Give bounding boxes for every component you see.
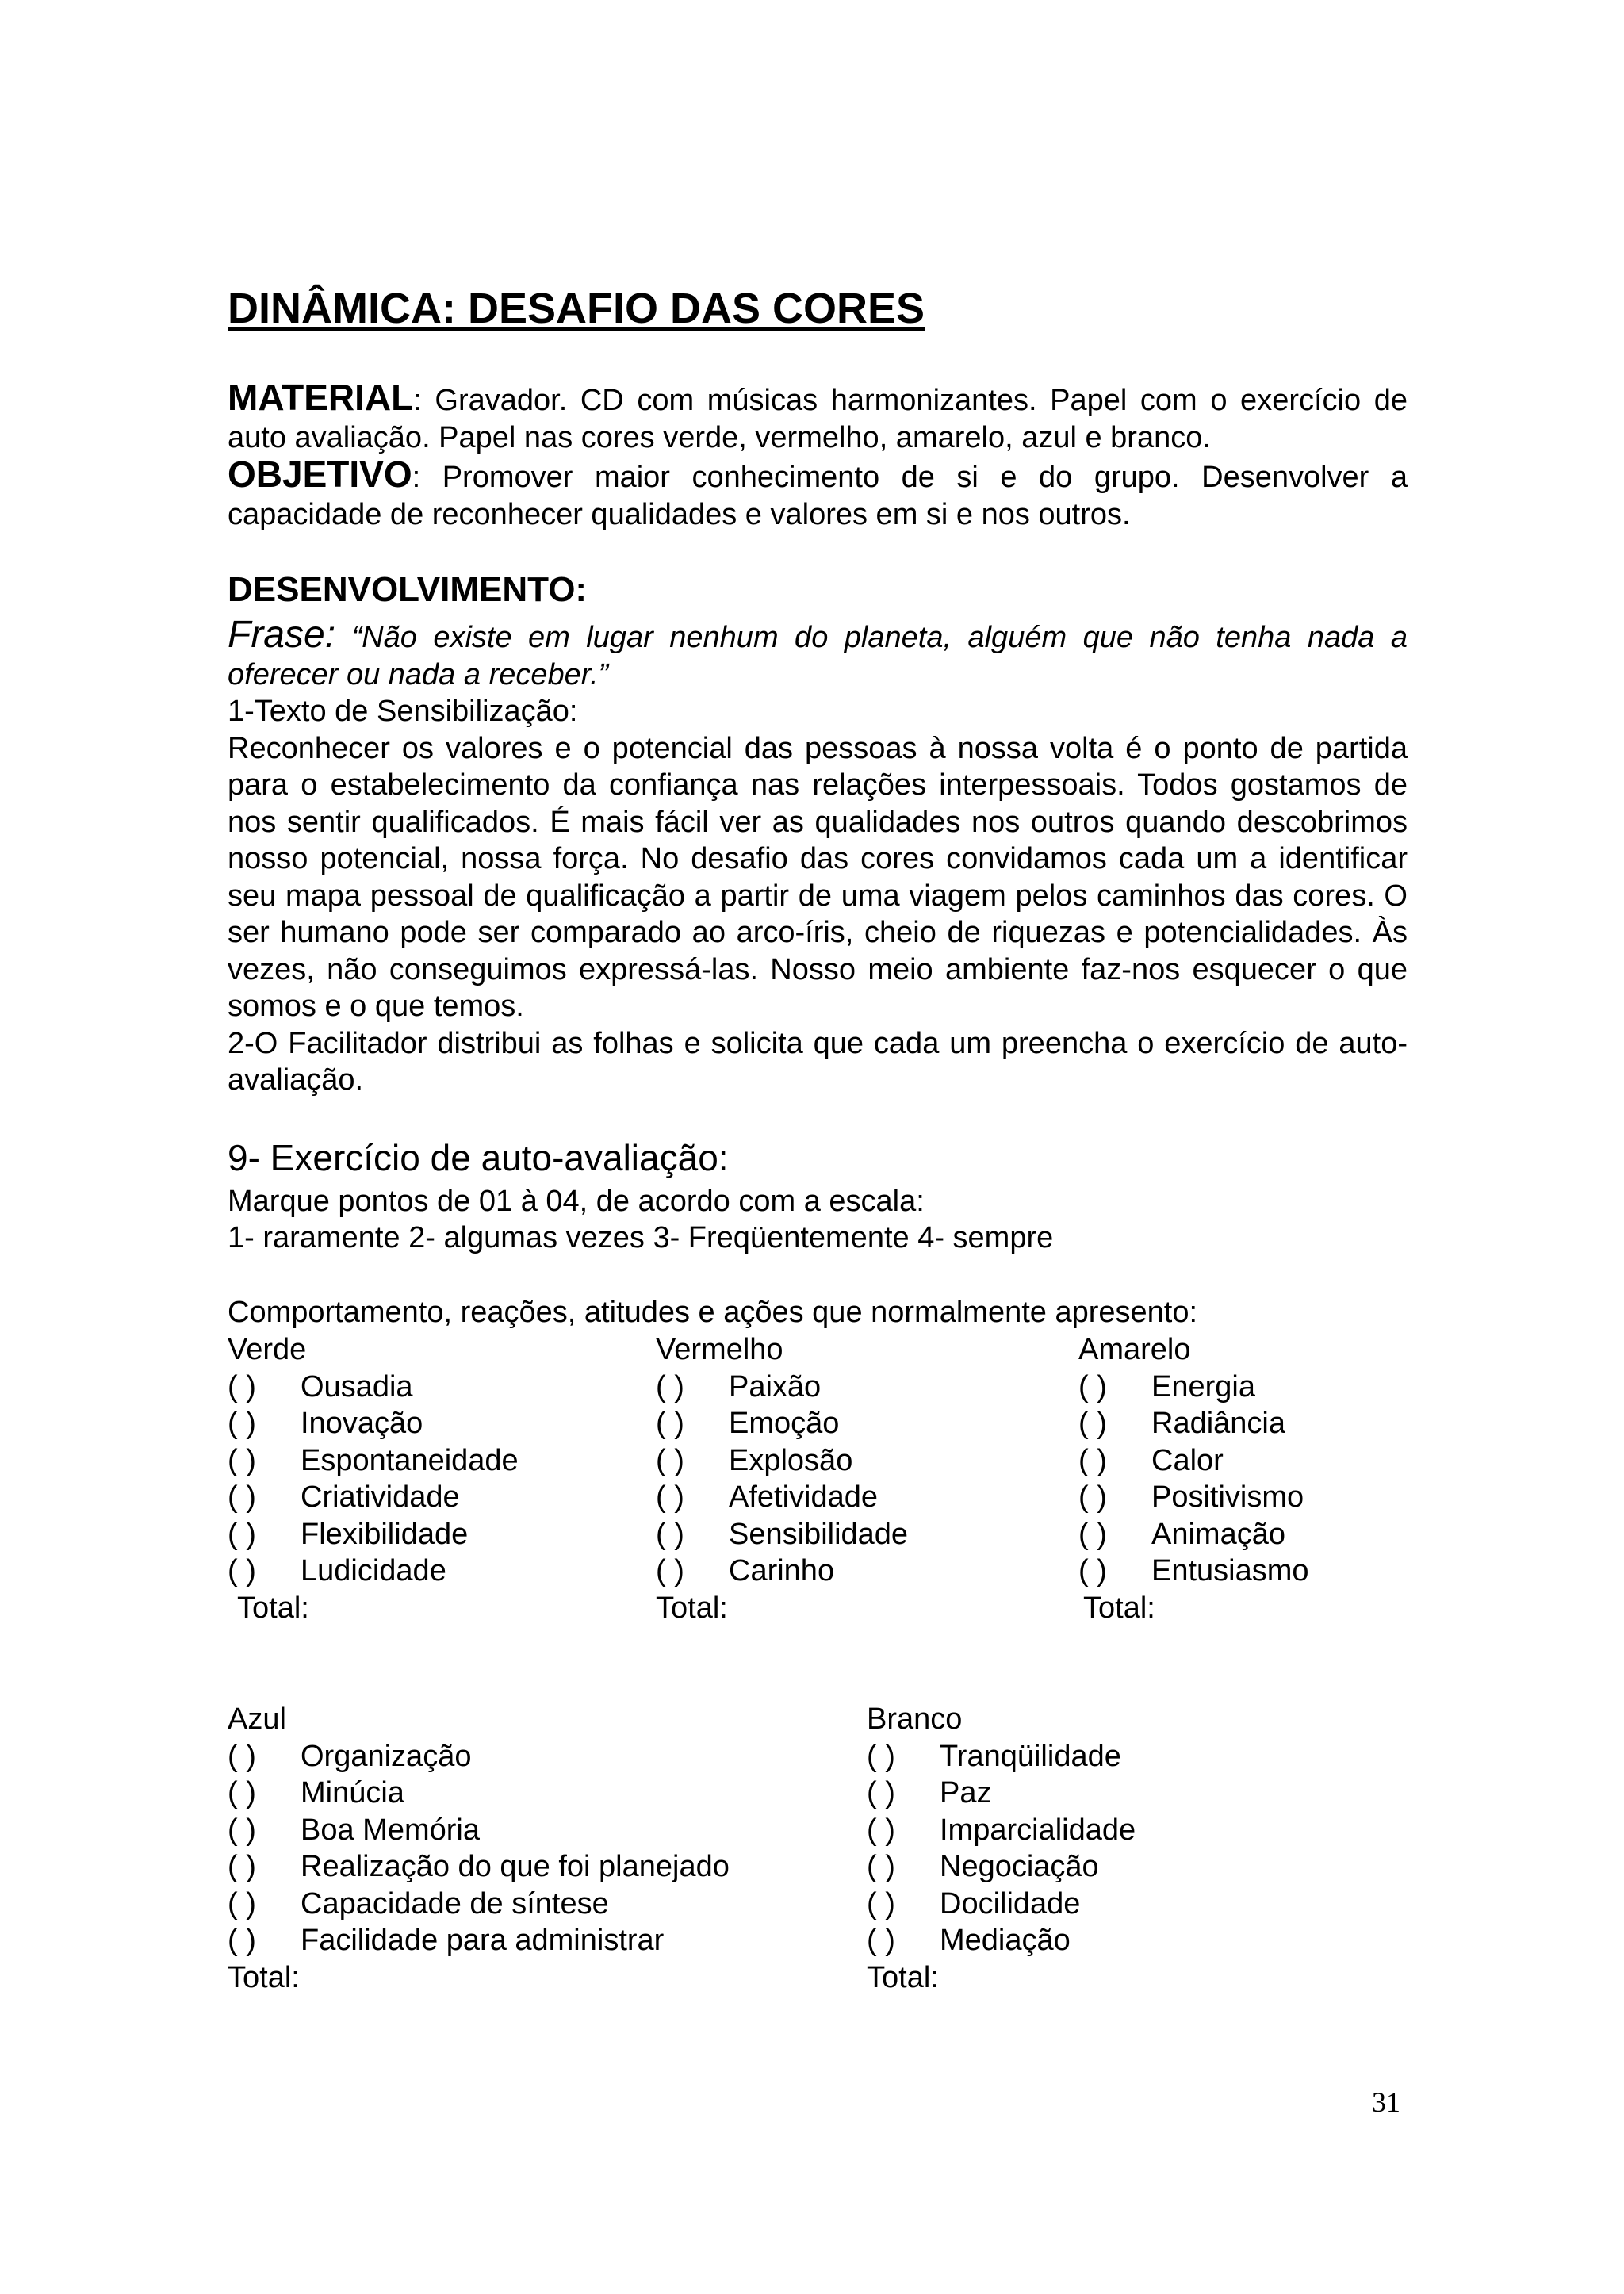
score-blank: ( )	[867, 1776, 895, 1810]
checklist-item	[656, 1369, 908, 1406]
item-label: Calor	[1151, 1443, 1224, 1477]
checklist-item	[867, 1812, 1136, 1849]
checklist-item	[656, 1479, 908, 1516]
score-blank: ( )	[656, 1480, 684, 1514]
checklist-item	[1078, 1442, 1309, 1480]
item-label: Flexibilidade	[301, 1517, 469, 1551]
item-label: Docilidade	[940, 1886, 1081, 1921]
item-label: Emoção	[729, 1407, 840, 1440]
objetivo-paragraph	[228, 456, 1408, 533]
color-group-branco	[867, 1701, 1136, 1996]
total-label: Total:	[1083, 1591, 1155, 1625]
checklist-item	[228, 1775, 730, 1812]
score-blank: ( )	[228, 1886, 256, 1921]
item-label: Positivismo	[1151, 1480, 1304, 1514]
frase-label: Frase:	[228, 614, 336, 656]
score-blank: ( )	[228, 1443, 256, 1477]
score-blank: ( )	[656, 1517, 684, 1551]
score-blank: ( )	[867, 1813, 895, 1847]
color-group-azul	[228, 1701, 730, 1996]
score-blank: ( )	[228, 1369, 256, 1404]
item-label: Sensibilidade	[729, 1517, 909, 1551]
item-label: Organização	[301, 1739, 472, 1773]
total-label: Total:	[656, 1591, 728, 1625]
item-label: Mediação	[940, 1924, 1071, 1957]
item-label: Realização do que foi planejado	[301, 1850, 730, 1883]
score-blank: ( )	[228, 1517, 256, 1551]
checklist-item	[228, 1812, 730, 1849]
frase-paragraph	[228, 614, 1408, 693]
item-label: Explosão	[729, 1443, 853, 1477]
checklist-item	[228, 1848, 730, 1886]
page-number: 31	[1372, 2086, 1400, 2118]
score-blank: ( )	[228, 1554, 256, 1587]
color-group-amarelo	[1078, 1331, 1309, 1626]
score-blank: ( )	[1078, 1369, 1107, 1404]
item-label: Carinho	[729, 1554, 835, 1587]
checklist-item	[1078, 1553, 1309, 1590]
item-label: Espontaneidade	[301, 1443, 519, 1477]
step2-text: 2-O Facilitador distribui as folhas e solicita que cada um preencha o exercício de auto-avaliação.	[228, 1026, 1408, 1097]
item-label: Negociação	[940, 1850, 1099, 1883]
checklist-item	[1078, 1479, 1309, 1516]
material-text: : Gravador. CD com músicas harmonizantes. Papel com o exercício de auto avaliação. Papel nas cores verde, vermelho, amarelo, azul e branco.	[228, 384, 1408, 454]
checklist-item	[228, 1479, 519, 1516]
item-label: Facilidade para administrar	[301, 1924, 665, 1957]
checklist-item	[867, 1886, 1136, 1923]
exercise-prompt: Comportamento, reações, atitudes e ações que normalmente apresento:	[228, 1296, 1198, 1329]
score-blank: ( )	[1078, 1554, 1107, 1587]
checklist-item	[656, 1405, 908, 1442]
item-label: Radiância	[1151, 1407, 1285, 1440]
item-label: Afetividade	[729, 1480, 879, 1514]
checklist-item	[1078, 1405, 1309, 1442]
checklist-item	[1078, 1369, 1309, 1406]
exercise-title: 9- Exercício de auto-avaliação:	[228, 1137, 729, 1178]
color-group-verde	[228, 1331, 519, 1626]
objetivo-label: OBJETIVO	[228, 454, 412, 495]
total-label: Total:	[228, 1960, 300, 1994]
score-blank: ( )	[1078, 1517, 1107, 1551]
score-blank: ( )	[1078, 1443, 1107, 1477]
score-blank: ( )	[228, 1776, 256, 1810]
checklist-item	[656, 1553, 908, 1590]
checklist-item	[867, 1922, 1136, 1959]
item-label: Ludicidade	[301, 1554, 446, 1587]
item-label: Paz	[940, 1776, 992, 1810]
checklist-item	[228, 1922, 730, 1959]
item-label: Ousadia	[301, 1369, 413, 1404]
total-label: Total:	[237, 1591, 309, 1625]
item-label: Imparcialidade	[940, 1813, 1136, 1847]
score-blank: ( )	[228, 1407, 256, 1440]
material-label: MATERIAL	[228, 377, 414, 418]
item-label: Tranqüilidade	[940, 1739, 1121, 1773]
page-title: DINÂMICA: DESAFIO DAS CORES	[228, 285, 925, 332]
score-blank: ( )	[867, 1886, 895, 1921]
checklist-item	[656, 1442, 908, 1480]
score-blank: ( )	[867, 1850, 895, 1883]
checklist-item	[867, 1775, 1136, 1812]
material-objective-block	[228, 379, 1408, 533]
checklist-item	[228, 1516, 519, 1553]
item-label: Energia	[1151, 1369, 1255, 1404]
score-blank: ( )	[656, 1443, 684, 1477]
score-blank: ( )	[867, 1924, 895, 1957]
score-blank: ( )	[1078, 1480, 1107, 1514]
desenvolvimento-heading: DESENVOLVIMENTO:	[228, 570, 588, 609]
item-label: Boa Memória	[301, 1813, 480, 1847]
checklist-item	[228, 1405, 519, 1442]
item-label: Paixão	[729, 1369, 822, 1404]
step1-text: Reconhecer os valores e o potencial das pessoas à nossa volta é o ponto de partida para o estabelecimento da confiança nas relações interpessoais. Todos gostamos de nos sentir qualificados. É mais fácil ver as qualidades nos outros quando descobrimos nosso potencial, nossa força. No desafio das cores convidamos cada um a identificar seu mapa pessoal de qualificação a partir de uma viagem pelos caminhos das cores. O ser humano pode ser comparado ao arco-íris, cheio de riquezas e potencialidades. Às vezes, não conseguimos expressá-las. Nosso meio ambiente faz-nos esquecer o que somos e o que temos.	[228, 731, 1408, 1023]
checklist-item	[228, 1738, 730, 1775]
group-name: Branco	[867, 1702, 963, 1736]
item-label: Criatividade	[301, 1480, 460, 1514]
score-blank: ( )	[656, 1369, 684, 1404]
material-paragraph	[228, 379, 1408, 456]
group-name: Azul	[228, 1702, 286, 1736]
checklist-item	[228, 1442, 519, 1480]
score-blank: ( )	[656, 1554, 684, 1587]
checklist-item	[228, 1886, 730, 1923]
item-label: Entusiasmo	[1151, 1554, 1309, 1587]
score-blank: ( )	[228, 1739, 256, 1773]
checklist-item	[228, 1553, 519, 1590]
checklist-item	[1078, 1516, 1309, 1553]
checklist-item	[867, 1738, 1136, 1775]
group-name: Verde	[228, 1333, 307, 1366]
desenvolvimento-section	[228, 563, 1408, 1099]
group-name: Amarelo	[1078, 1333, 1191, 1366]
checklist-item	[656, 1516, 908, 1553]
item-label: Minúcia	[301, 1776, 404, 1810]
score-blank: ( )	[1078, 1407, 1107, 1440]
item-label: Animação	[1151, 1517, 1285, 1551]
color-group-vermelho	[656, 1331, 908, 1626]
score-blank: ( )	[228, 1813, 256, 1847]
exercise-scale: 1- raramente 2- algumas vezes 3- Freqüentemente 4- sempre	[228, 1221, 1054, 1254]
checklist-item	[228, 1369, 519, 1406]
frase-text: “Não existe em lugar nenhum do planeta, alguém que não tenha nada a oferecer ou nada a receber.”	[228, 621, 1408, 691]
step1-title: 1-Texto de Sensibilização:	[228, 695, 578, 728]
checklist-item	[867, 1848, 1136, 1886]
exercise-instruction: Marque pontos de 01 à 04, de acordo com a escala:	[228, 1185, 925, 1218]
group-name: Vermelho	[656, 1333, 783, 1366]
score-blank: ( )	[867, 1739, 895, 1773]
score-blank: ( )	[656, 1407, 684, 1440]
score-blank: ( )	[228, 1480, 256, 1514]
objetivo-text: : Promover maior conhecimento de si e do grupo. Desenvolver a capacidade de reconhecer qualidades e valores em si e nos outros.	[228, 461, 1408, 531]
score-blank: ( )	[228, 1850, 256, 1883]
item-label: Capacidade de síntese	[301, 1886, 609, 1921]
total-label: Total:	[867, 1960, 939, 1994]
item-label: Inovação	[301, 1407, 423, 1440]
score-blank: ( )	[228, 1924, 256, 1957]
